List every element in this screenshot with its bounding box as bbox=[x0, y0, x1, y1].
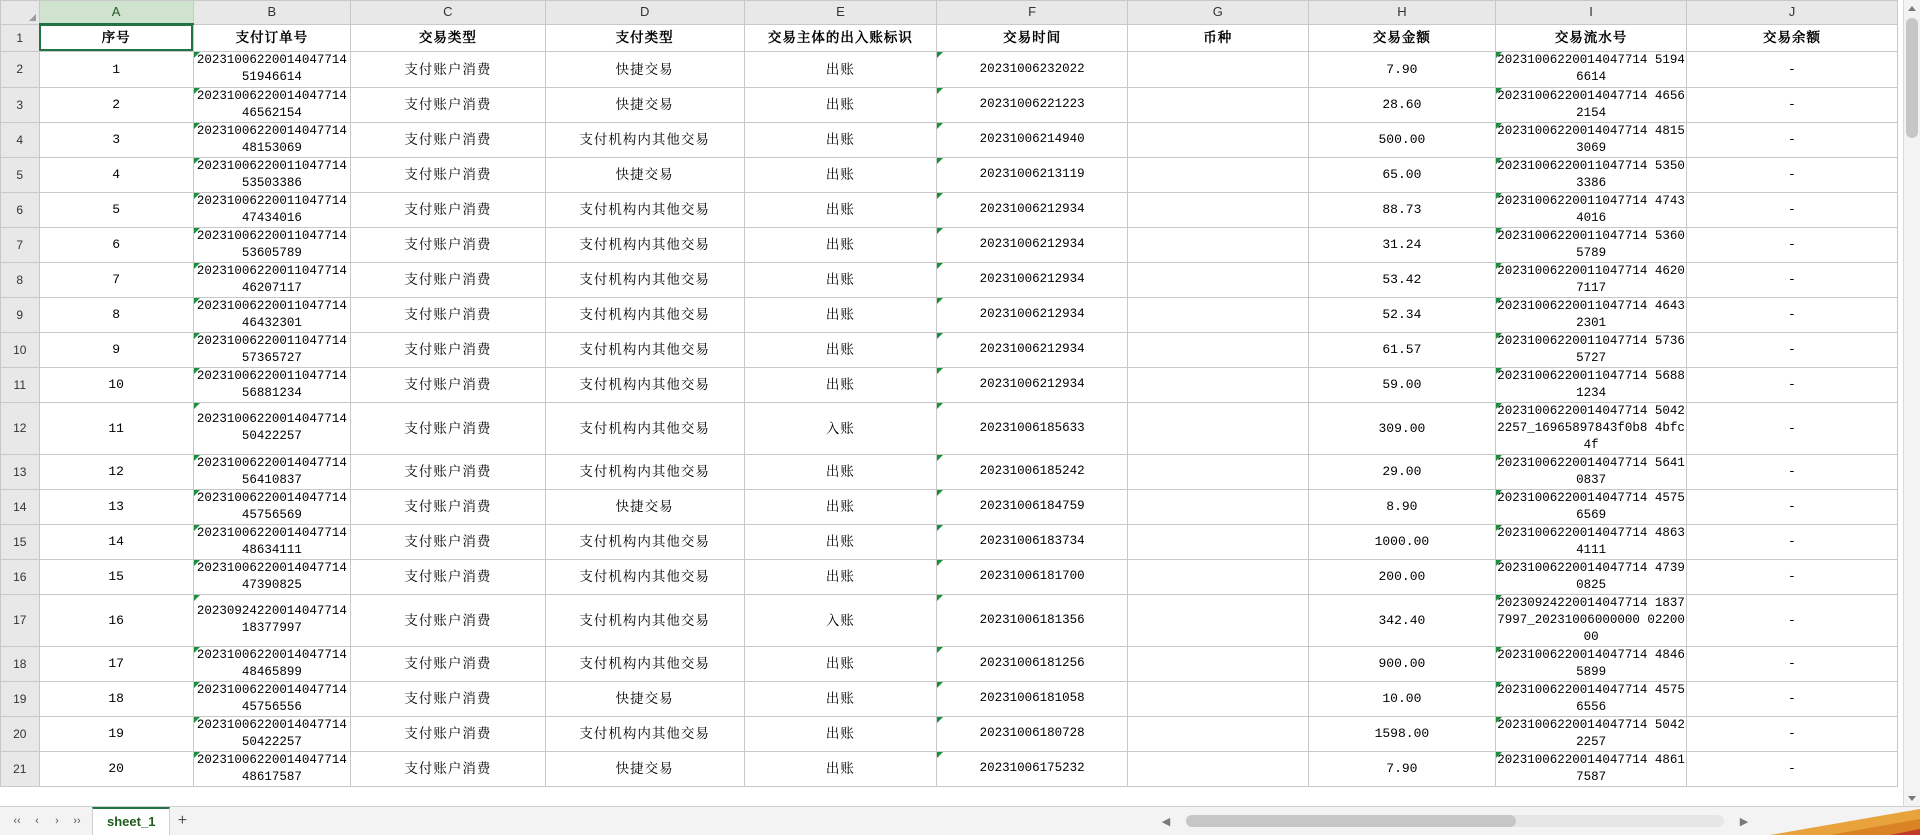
cell-serial-no[interactable]: 20231006220014047714 47390825 bbox=[1496, 559, 1687, 594]
cell-balance[interactable]: - bbox=[1686, 367, 1897, 402]
cell-balance[interactable]: - bbox=[1686, 122, 1897, 157]
cell-balance[interactable]: - bbox=[1686, 681, 1897, 716]
vertical-scroll-thumb[interactable] bbox=[1906, 18, 1918, 138]
row-header-12[interactable]: 12 bbox=[1, 402, 40, 454]
cell-currency[interactable] bbox=[1128, 262, 1309, 297]
cell-pay-type[interactable]: 快捷交易 bbox=[545, 157, 744, 192]
cell-trade-type[interactable]: 支付账户消费 bbox=[350, 489, 545, 524]
table-row[interactable] bbox=[1, 681, 1898, 716]
cell-serial-no[interactable]: 20230924220014047714 18377997_20231006000000 0220000 bbox=[1496, 594, 1687, 646]
cell-amount[interactable]: 59.00 bbox=[1308, 367, 1496, 402]
cell-direction[interactable]: 出账 bbox=[744, 681, 937, 716]
cell-seq[interactable]: 12 bbox=[39, 454, 193, 489]
cell-pay-type[interactable]: 支付机构内其他交易 bbox=[545, 594, 744, 646]
cell-balance[interactable]: - bbox=[1686, 192, 1897, 227]
cell-trade-time[interactable]: 20231006181700 bbox=[937, 559, 1128, 594]
table-row[interactable] bbox=[1, 227, 1898, 262]
chevron-up-icon bbox=[1908, 6, 1916, 11]
cell-amount[interactable]: 65.00 bbox=[1308, 157, 1496, 192]
row-header-9[interactable]: 9 bbox=[1, 297, 40, 332]
cell-amount[interactable]: 88.73 bbox=[1308, 192, 1496, 227]
cell-seq[interactable]: 16 bbox=[39, 594, 193, 646]
cell-order-no[interactable]: 20231006220014047714 48634111 bbox=[193, 524, 350, 559]
cell-pay-type[interactable]: 快捷交易 bbox=[545, 681, 744, 716]
row-header-14[interactable]: 14 bbox=[1, 489, 40, 524]
cell-order-no[interactable]: 20231006220011047714 57365727 bbox=[193, 332, 350, 367]
cell-pay-type[interactable]: 支付机构内其他交易 bbox=[545, 227, 744, 262]
corner-triangle-icon bbox=[29, 14, 36, 21]
cell-currency[interactable] bbox=[1128, 51, 1309, 87]
cell-currency[interactable] bbox=[1128, 594, 1309, 646]
cell-seq[interactable]: 9 bbox=[39, 332, 193, 367]
cell-direction[interactable]: 出账 bbox=[744, 157, 937, 192]
cell-trade-time[interactable]: 20231006184759 bbox=[937, 489, 1128, 524]
cell-trade-time[interactable]: 20231006212934 bbox=[937, 227, 1128, 262]
scroll-right-icon[interactable]: ▶ bbox=[1739, 815, 1749, 828]
row-header-7[interactable]: 7 bbox=[1, 227, 40, 262]
cell-serial-no[interactable]: 20231006220011047714 53605789 bbox=[1496, 227, 1687, 262]
cell-order-no[interactable]: 20231006220011047714 46432301 bbox=[193, 297, 350, 332]
cell-order-no[interactable]: 20231006220014047714 48617587 bbox=[193, 751, 350, 786]
cell-direction[interactable]: 出账 bbox=[744, 716, 937, 751]
cell-balance[interactable]: - bbox=[1686, 594, 1897, 646]
cell-balance[interactable]: - bbox=[1686, 332, 1897, 367]
cell-balance[interactable]: - bbox=[1686, 157, 1897, 192]
cell-trade-time[interactable]: 20231006212934 bbox=[937, 332, 1128, 367]
cell-pay-type[interactable]: 支付机构内其他交易 bbox=[545, 122, 744, 157]
cell-F1[interactable]: 交易时间 bbox=[937, 24, 1128, 51]
cell-order-no[interactable]: 20231006220014047714 51946614 bbox=[193, 51, 350, 87]
cell-direction[interactable]: 出账 bbox=[744, 489, 937, 524]
cell-balance[interactable]: - bbox=[1686, 751, 1897, 786]
cell-pay-type[interactable]: 快捷交易 bbox=[545, 51, 744, 87]
cell-amount[interactable]: 28.60 bbox=[1308, 87, 1496, 122]
cell-trade-time[interactable]: 20231006183734 bbox=[937, 524, 1128, 559]
cell-pay-type[interactable]: 支付机构内其他交易 bbox=[545, 524, 744, 559]
cell-amount[interactable]: 29.00 bbox=[1308, 454, 1496, 489]
cell-pay-type[interactable]: 快捷交易 bbox=[545, 751, 744, 786]
cell-seq[interactable]: 15 bbox=[39, 559, 193, 594]
column-header-F[interactable]: F bbox=[937, 1, 1128, 25]
row-header-4[interactable]: 4 bbox=[1, 122, 40, 157]
cell-trade-time[interactable]: 20231006221223 bbox=[937, 87, 1128, 122]
cell-currency[interactable] bbox=[1128, 87, 1309, 122]
cell-I1[interactable]: 交易流水号 bbox=[1496, 24, 1687, 51]
cell-seq[interactable]: 2 bbox=[39, 87, 193, 122]
table-row[interactable] bbox=[1, 559, 1898, 594]
cell-seq[interactable]: 11 bbox=[39, 402, 193, 454]
cell-order-no[interactable]: 20231006220014047714 50422257 bbox=[193, 716, 350, 751]
cell-amount[interactable]: 309.00 bbox=[1308, 402, 1496, 454]
cell-pay-type[interactable]: 支付机构内其他交易 bbox=[545, 332, 744, 367]
cell-balance[interactable]: - bbox=[1686, 227, 1897, 262]
table-row[interactable] bbox=[1, 87, 1898, 122]
cell-B1[interactable]: 支付订单号 bbox=[193, 24, 350, 51]
sheet-tab-strip[interactable] bbox=[92, 807, 194, 835]
cell-amount[interactable]: 200.00 bbox=[1308, 559, 1496, 594]
cell-currency[interactable] bbox=[1128, 157, 1309, 192]
cell-trade-type[interactable]: 支付账户消费 bbox=[350, 122, 545, 157]
cell-seq[interactable]: 14 bbox=[39, 524, 193, 559]
cell-trade-time[interactable]: 20231006185633 bbox=[937, 402, 1128, 454]
last-sheet-icon[interactable]: ›› bbox=[73, 814, 81, 827]
cell-amount[interactable]: 8.90 bbox=[1308, 489, 1496, 524]
cell-serial-no[interactable]: 20231006220014047714 50422257_16965897843f0b8 4bfc4f bbox=[1496, 402, 1687, 454]
cell-currency[interactable] bbox=[1128, 227, 1309, 262]
table-row[interactable] bbox=[1, 716, 1898, 751]
cell-direction[interactable]: 出账 bbox=[744, 559, 937, 594]
cell-serial-no[interactable]: 20231006220011047714 47434016 bbox=[1496, 192, 1687, 227]
table-row[interactable] bbox=[1, 157, 1898, 192]
cell-trade-type[interactable]: 支付账户消费 bbox=[350, 87, 545, 122]
cell-pay-type[interactable]: 支付机构内其他交易 bbox=[545, 402, 744, 454]
cell-trade-type[interactable]: 支付账户消费 bbox=[350, 227, 545, 262]
column-header-row bbox=[1, 1, 1898, 25]
cell-direction[interactable]: 入账 bbox=[744, 594, 937, 646]
cell-direction[interactable]: 出账 bbox=[744, 646, 937, 681]
table-row[interactable] bbox=[1, 367, 1898, 402]
cell-serial-no[interactable]: 20231006220014047714 56410837 bbox=[1496, 454, 1687, 489]
cell-pay-type[interactable]: 支付机构内其他交易 bbox=[545, 192, 744, 227]
column-header-E[interactable]: E bbox=[744, 1, 937, 25]
cell-order-no[interactable]: 20231006220014047714 45756569 bbox=[193, 489, 350, 524]
add-sheet-button[interactable]: + bbox=[177, 812, 188, 829]
table-row[interactable] bbox=[1, 402, 1898, 454]
row-header-13[interactable]: 13 bbox=[1, 454, 40, 489]
cell-pay-type[interactable]: 支付机构内其他交易 bbox=[545, 367, 744, 402]
cell-order-no[interactable]: 20231006220011047714 56881234 bbox=[193, 367, 350, 402]
cell-H1[interactable]: 交易金额 bbox=[1308, 24, 1496, 51]
scroll-down-button[interactable] bbox=[1904, 790, 1920, 806]
cell-seq[interactable]: 6 bbox=[39, 227, 193, 262]
column-header-D[interactable]: D bbox=[545, 1, 744, 25]
select-all-corner[interactable] bbox=[1, 1, 40, 25]
cell-serial-no[interactable]: 20231006220014047714 51946614 bbox=[1496, 51, 1687, 87]
cell-direction[interactable]: 出账 bbox=[744, 524, 937, 559]
cell-amount[interactable]: 1598.00 bbox=[1308, 716, 1496, 751]
cell-balance[interactable]: - bbox=[1686, 524, 1897, 559]
cell-seq[interactable]: 8 bbox=[39, 297, 193, 332]
row-header-5[interactable]: 5 bbox=[1, 157, 40, 192]
cell-balance[interactable]: - bbox=[1686, 51, 1897, 87]
cell-amount[interactable]: 1000.00 bbox=[1308, 524, 1496, 559]
row-header-21[interactable]: 21 bbox=[1, 751, 40, 786]
cell-order-no[interactable]: 20231006220011047714 47434016 bbox=[193, 192, 350, 227]
cell-trade-time[interactable]: 20231006180728 bbox=[937, 716, 1128, 751]
table-row[interactable] bbox=[1, 646, 1898, 681]
row-header-8[interactable]: 8 bbox=[1, 262, 40, 297]
cell-currency[interactable] bbox=[1128, 402, 1309, 454]
sheet-body bbox=[1, 24, 1898, 786]
horizontal-scrollbar[interactable] bbox=[1160, 813, 1750, 829]
cell-serial-no[interactable]: 20231006220011047714 56881234 bbox=[1496, 367, 1687, 402]
table-row[interactable] bbox=[1, 122, 1898, 157]
cell-trade-time[interactable]: 20231006185242 bbox=[937, 454, 1128, 489]
cell-E1[interactable]: 交易主体的出入账标识 bbox=[744, 24, 937, 51]
cell-direction[interactable]: 出账 bbox=[744, 454, 937, 489]
cell-trade-type[interactable]: 支付账户消费 bbox=[350, 157, 545, 192]
cell-serial-no[interactable]: 20231006220014047714 50422257 bbox=[1496, 716, 1687, 751]
cell-pay-type[interactable]: 支付机构内其他交易 bbox=[545, 454, 744, 489]
cell-amount[interactable]: 10.00 bbox=[1308, 681, 1496, 716]
cell-order-no[interactable]: 20231006220011047714 46207117 bbox=[193, 262, 350, 297]
cell-serial-no[interactable]: 20231006220014047714 45756569 bbox=[1496, 489, 1687, 524]
table-row[interactable] bbox=[1, 297, 1898, 332]
cell-order-no[interactable]: 20231006220014047714 46562154 bbox=[193, 87, 350, 122]
table-row[interactable] bbox=[1, 594, 1898, 646]
cell-balance[interactable]: - bbox=[1686, 489, 1897, 524]
cell-serial-no[interactable]: 20231006220014047714 48465899 bbox=[1496, 646, 1687, 681]
cell-trade-type[interactable]: 支付账户消费 bbox=[350, 367, 545, 402]
pencil-decoration-icon bbox=[1770, 807, 1920, 835]
cell-serial-no[interactable]: 20231006220014047714 48617587 bbox=[1496, 751, 1687, 786]
cell-serial-no[interactable]: 20231006220011047714 53503386 bbox=[1496, 157, 1687, 192]
cell-seq[interactable]: 4 bbox=[39, 157, 193, 192]
table-row[interactable] bbox=[1, 454, 1898, 489]
sheet-tab-sheet_1[interactable]: sheet_1 bbox=[92, 807, 170, 835]
cell-direction[interactable]: 出账 bbox=[744, 751, 937, 786]
cell-order-no[interactable]: 20231006220011047714 53503386 bbox=[193, 157, 350, 192]
column-header-B[interactable]: B bbox=[193, 1, 350, 25]
cell-D1[interactable]: 支付类型 bbox=[545, 24, 744, 51]
cell-pay-type[interactable]: 快捷交易 bbox=[545, 87, 744, 122]
cell-trade-time[interactable]: 20231006175232 bbox=[937, 751, 1128, 786]
table-row[interactable] bbox=[1, 51, 1898, 87]
row-header-3[interactable]: 3 bbox=[1, 87, 40, 122]
cell-trade-time[interactable]: 20231006212934 bbox=[937, 192, 1128, 227]
cell-order-no[interactable]: 20231006220014047714 48465899 bbox=[193, 646, 350, 681]
cell-trade-type[interactable]: 支付账户消费 bbox=[350, 454, 545, 489]
column-header-G[interactable]: G bbox=[1128, 1, 1309, 25]
cell-trade-type[interactable]: 支付账户消费 bbox=[350, 262, 545, 297]
cell-amount[interactable]: 7.90 bbox=[1308, 51, 1496, 87]
cell-trade-type[interactable]: 支付账户消费 bbox=[350, 332, 545, 367]
cell-serial-no[interactable]: 20231006220011047714 57365727 bbox=[1496, 332, 1687, 367]
first-sheet-icon[interactable]: ‹‹ bbox=[13, 814, 21, 827]
row-header-18[interactable]: 18 bbox=[1, 646, 40, 681]
cell-seq[interactable]: 18 bbox=[39, 681, 193, 716]
cell-order-no[interactable]: 20231006220014047714 45756556 bbox=[193, 681, 350, 716]
cell-pay-type[interactable]: 支付机构内其他交易 bbox=[545, 297, 744, 332]
column-header-C[interactable]: C bbox=[350, 1, 545, 25]
cell-pay-type[interactable]: 支付机构内其他交易 bbox=[545, 646, 744, 681]
cell-order-no[interactable]: 20231006220011047714 53605789 bbox=[193, 227, 350, 262]
cell-pay-type[interactable]: 支付机构内其他交易 bbox=[545, 559, 744, 594]
table-row[interactable] bbox=[1, 262, 1898, 297]
cell-currency[interactable] bbox=[1128, 332, 1309, 367]
cell-G1[interactable]: 币种 bbox=[1128, 24, 1309, 51]
cell-currency[interactable] bbox=[1128, 367, 1309, 402]
cell-seq[interactable]: 5 bbox=[39, 192, 193, 227]
cell-seq[interactable]: 17 bbox=[39, 646, 193, 681]
cell-trade-type[interactable]: 支付账户消费 bbox=[350, 681, 545, 716]
cell-currency[interactable] bbox=[1128, 192, 1309, 227]
column-header-J[interactable]: J bbox=[1686, 1, 1897, 25]
cell-J1[interactable]: 交易余额 bbox=[1686, 24, 1897, 51]
cell-seq[interactable]: 7 bbox=[39, 262, 193, 297]
table-row[interactable] bbox=[1, 524, 1898, 559]
cell-trade-time[interactable]: 20231006181356 bbox=[937, 594, 1128, 646]
scroll-left-icon[interactable]: ◀ bbox=[1161, 815, 1171, 828]
row-header-6[interactable]: 6 bbox=[1, 192, 40, 227]
cell-seq[interactable]: 20 bbox=[39, 751, 193, 786]
cell-trade-time[interactable]: 20231006232022 bbox=[937, 51, 1128, 87]
row-header-15[interactable]: 15 bbox=[1, 524, 40, 559]
cell-amount[interactable]: 900.00 bbox=[1308, 646, 1496, 681]
cell-direction[interactable]: 出账 bbox=[744, 332, 937, 367]
row-header-17[interactable]: 17 bbox=[1, 594, 40, 646]
cell-trade-time[interactable]: 20231006181256 bbox=[937, 646, 1128, 681]
cell-serial-no[interactable]: 20231006220014047714 48153069 bbox=[1496, 122, 1687, 157]
cell-pay-type[interactable]: 快捷交易 bbox=[545, 489, 744, 524]
cell-currency[interactable] bbox=[1128, 524, 1309, 559]
cell-seq[interactable]: 1 bbox=[39, 51, 193, 87]
row-header-1[interactable]: 1 bbox=[1, 24, 40, 51]
column-header-I[interactable]: I bbox=[1496, 1, 1687, 25]
row-header-10[interactable]: 10 bbox=[1, 332, 40, 367]
cell-balance[interactable]: - bbox=[1686, 559, 1897, 594]
cell-direction[interactable]: 出账 bbox=[744, 192, 937, 227]
cell-serial-no[interactable]: 20231006220011047714 46432301 bbox=[1496, 297, 1687, 332]
cell-trade-type[interactable]: 支付账户消费 bbox=[350, 559, 545, 594]
horizontal-scroll-track[interactable] bbox=[1186, 815, 1724, 827]
cell-direction[interactable]: 出账 bbox=[744, 87, 937, 122]
cell-trade-type[interactable]: 支付账户消费 bbox=[350, 402, 545, 454]
cell-seq[interactable]: 10 bbox=[39, 367, 193, 402]
cell-trade-time[interactable]: 20231006212934 bbox=[937, 297, 1128, 332]
cell-seq[interactable]: 13 bbox=[39, 489, 193, 524]
cell-trade-type[interactable]: 支付账户消费 bbox=[350, 594, 545, 646]
cell-order-no[interactable]: 20231006220014047714 50422257 bbox=[193, 402, 350, 454]
cell-trade-type[interactable]: 支付账户消费 bbox=[350, 51, 545, 87]
cell-amount[interactable]: 342.40 bbox=[1308, 594, 1496, 646]
cell-C1[interactable]: 交易类型 bbox=[350, 24, 545, 51]
cell-direction[interactable]: 出账 bbox=[744, 227, 937, 262]
column-header-H[interactable]: H bbox=[1308, 1, 1496, 25]
cell-amount[interactable]: 31.24 bbox=[1308, 227, 1496, 262]
cell-serial-no[interactable]: 20231006220014047714 48634111 bbox=[1496, 524, 1687, 559]
cell-direction[interactable]: 出账 bbox=[744, 122, 937, 157]
prev-sheet-icon[interactable]: ‹ bbox=[35, 814, 39, 827]
scroll-up-button[interactable] bbox=[1904, 0, 1920, 16]
cell-direction[interactable]: 出账 bbox=[744, 367, 937, 402]
cell-balance[interactable]: - bbox=[1686, 454, 1897, 489]
chevron-down-icon bbox=[1908, 796, 1916, 801]
cell-order-no[interactable]: 20231006220014047714 48153069 bbox=[193, 122, 350, 157]
cell-trade-type[interactable]: 支付账户消费 bbox=[350, 192, 545, 227]
row-header-19[interactable]: 19 bbox=[1, 681, 40, 716]
cell-balance[interactable]: - bbox=[1686, 402, 1897, 454]
vertical-scrollbar[interactable] bbox=[1903, 0, 1920, 806]
cell-order-no[interactable]: 20231006220014047714 56410837 bbox=[193, 454, 350, 489]
cell-pay-type[interactable]: 支付机构内其他交易 bbox=[545, 262, 744, 297]
cell-currency[interactable] bbox=[1128, 559, 1309, 594]
cell-seq[interactable]: 3 bbox=[39, 122, 193, 157]
cell-balance[interactable]: - bbox=[1686, 262, 1897, 297]
table-row[interactable] bbox=[1, 332, 1898, 367]
cell-currency[interactable] bbox=[1128, 681, 1309, 716]
cell-serial-no[interactable]: 20231006220014047714 46562154 bbox=[1496, 87, 1687, 122]
cell-A1[interactable]: 序号 bbox=[39, 24, 193, 51]
cell-balance[interactable]: - bbox=[1686, 716, 1897, 751]
cell-trade-type[interactable]: 支付账户消费 bbox=[350, 716, 545, 751]
table-row[interactable] bbox=[1, 751, 1898, 786]
cell-trade-time[interactable]: 20231006213119 bbox=[937, 157, 1128, 192]
cell-seq[interactable]: 19 bbox=[39, 716, 193, 751]
cell-balance[interactable]: - bbox=[1686, 646, 1897, 681]
row-header-2[interactable]: 2 bbox=[1, 51, 40, 87]
cell-order-no[interactable]: 20231006220014047714 47390825 bbox=[193, 559, 350, 594]
cell-currency[interactable] bbox=[1128, 751, 1309, 786]
cell-amount[interactable]: 52.34 bbox=[1308, 297, 1496, 332]
cell-order-no[interactable]: 20230924220014047714 18377997 bbox=[193, 594, 350, 646]
table-row[interactable] bbox=[1, 24, 1898, 51]
cell-trade-type[interactable]: 支付账户消费 bbox=[350, 751, 545, 786]
cell-pay-type[interactable]: 支付机构内其他交易 bbox=[545, 716, 744, 751]
sheet-nav-buttons[interactable] bbox=[0, 812, 92, 830]
cell-direction[interactable]: 出账 bbox=[744, 297, 937, 332]
cell-amount[interactable]: 53.42 bbox=[1308, 262, 1496, 297]
table-row[interactable] bbox=[1, 192, 1898, 227]
cell-trade-time[interactable]: 20231006181058 bbox=[937, 681, 1128, 716]
cell-trade-type[interactable]: 支付账户消费 bbox=[350, 524, 545, 559]
cell-currency[interactable] bbox=[1128, 122, 1309, 157]
next-sheet-icon[interactable]: › bbox=[55, 814, 59, 827]
cell-trade-type[interactable]: 支付账户消费 bbox=[350, 646, 545, 681]
cell-currency[interactable] bbox=[1128, 489, 1309, 524]
cell-serial-no[interactable]: 20231006220011047714 46207117 bbox=[1496, 262, 1687, 297]
cell-direction[interactable]: 出账 bbox=[744, 51, 937, 87]
row-header-20[interactable]: 20 bbox=[1, 716, 40, 751]
row-header-11[interactable]: 11 bbox=[1, 367, 40, 402]
cell-trade-time[interactable]: 20231006212934 bbox=[937, 367, 1128, 402]
cell-currency[interactable] bbox=[1128, 716, 1309, 751]
cell-currency[interactable] bbox=[1128, 454, 1309, 489]
column-header-A[interactable]: A bbox=[39, 1, 193, 25]
cell-amount[interactable]: 61.57 bbox=[1308, 332, 1496, 367]
row-header-16[interactable]: 16 bbox=[1, 559, 40, 594]
cell-direction[interactable]: 入账 bbox=[744, 402, 937, 454]
cell-trade-time[interactable]: 20231006212934 bbox=[937, 262, 1128, 297]
cell-amount[interactable]: 7.90 bbox=[1308, 751, 1496, 786]
cell-trade-type[interactable]: 支付账户消费 bbox=[350, 297, 545, 332]
table-row[interactable] bbox=[1, 489, 1898, 524]
horizontal-scroll-thumb[interactable] bbox=[1186, 815, 1516, 827]
cell-trade-time[interactable]: 20231006214940 bbox=[937, 122, 1128, 157]
cell-currency[interactable] bbox=[1128, 297, 1309, 332]
cell-direction[interactable]: 出账 bbox=[744, 262, 937, 297]
cell-serial-no[interactable]: 20231006220014047714 45756556 bbox=[1496, 681, 1687, 716]
cell-amount[interactable]: 500.00 bbox=[1308, 122, 1496, 157]
cell-balance[interactable]: - bbox=[1686, 297, 1897, 332]
cell-balance[interactable]: - bbox=[1686, 87, 1897, 122]
cell-currency[interactable] bbox=[1128, 646, 1309, 681]
sheet-bottom-bar bbox=[0, 806, 1920, 835]
